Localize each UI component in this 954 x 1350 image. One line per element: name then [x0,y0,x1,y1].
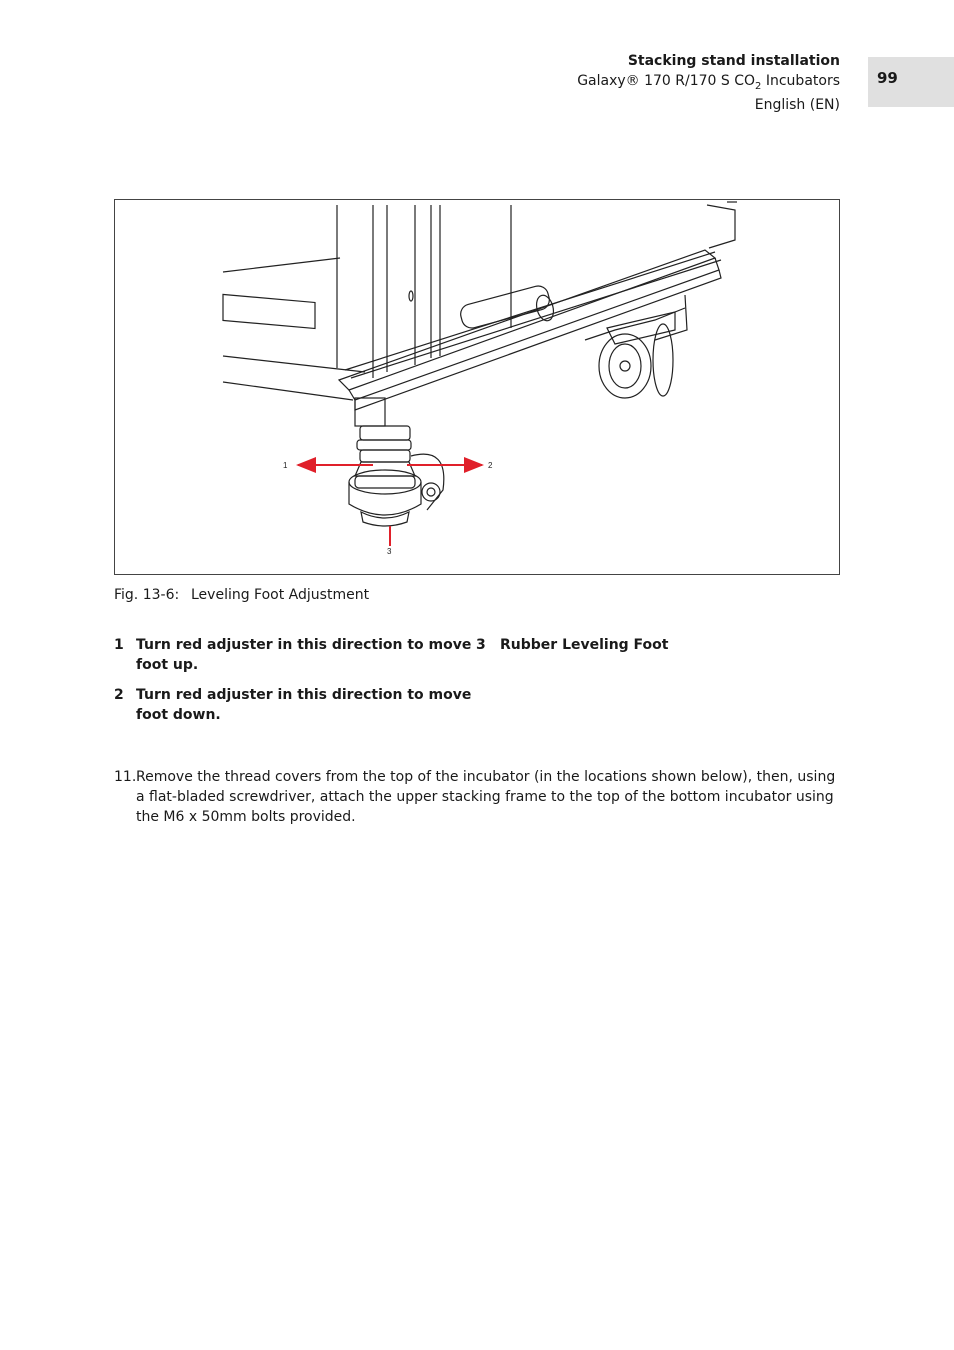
step-number: 11. [114,769,137,785]
page-number-tab [868,57,954,107]
product-subscript: 2 [755,80,762,92]
product-prefix: Galaxy® 170 R/170 S CO [577,72,756,89]
legend-text: Turn red adjuster in this direction to move foot up. [136,637,472,673]
language-label: English (EN) [754,96,840,113]
legend-index: 1 [114,637,124,653]
figure-frame [114,199,840,575]
callout-2: 2 [488,461,493,470]
legend-text: Rubber Leveling Foot [500,637,669,653]
step-text: Remove the thread covers from the top of the incubator (in the locations shown below), then, using a flat-bladed screwdriver, attach the upper stacking frame to the top of the bottom incubator using the M6 x 50mm bolts provided. [136,769,836,825]
legend-index: 2 [114,687,124,703]
figure-number: Fig. 13-6: [114,587,180,603]
product-name [440,72,840,96]
section-title: Stacking stand installation [627,53,840,69]
legend-text: Turn red adjuster in this direction to move foot down. [136,687,472,723]
leveling-foot-illustration [115,200,839,574]
legend-index: 3 [476,637,486,653]
figure-caption [114,587,369,603]
callout-1: 1 [283,461,288,470]
running-header [440,52,840,115]
callout-3: 3 [387,547,392,556]
page-number: 99 [877,69,898,87]
product-suffix: Incubators [761,72,840,89]
figure-title: Leveling Foot Adjustment [191,587,370,603]
